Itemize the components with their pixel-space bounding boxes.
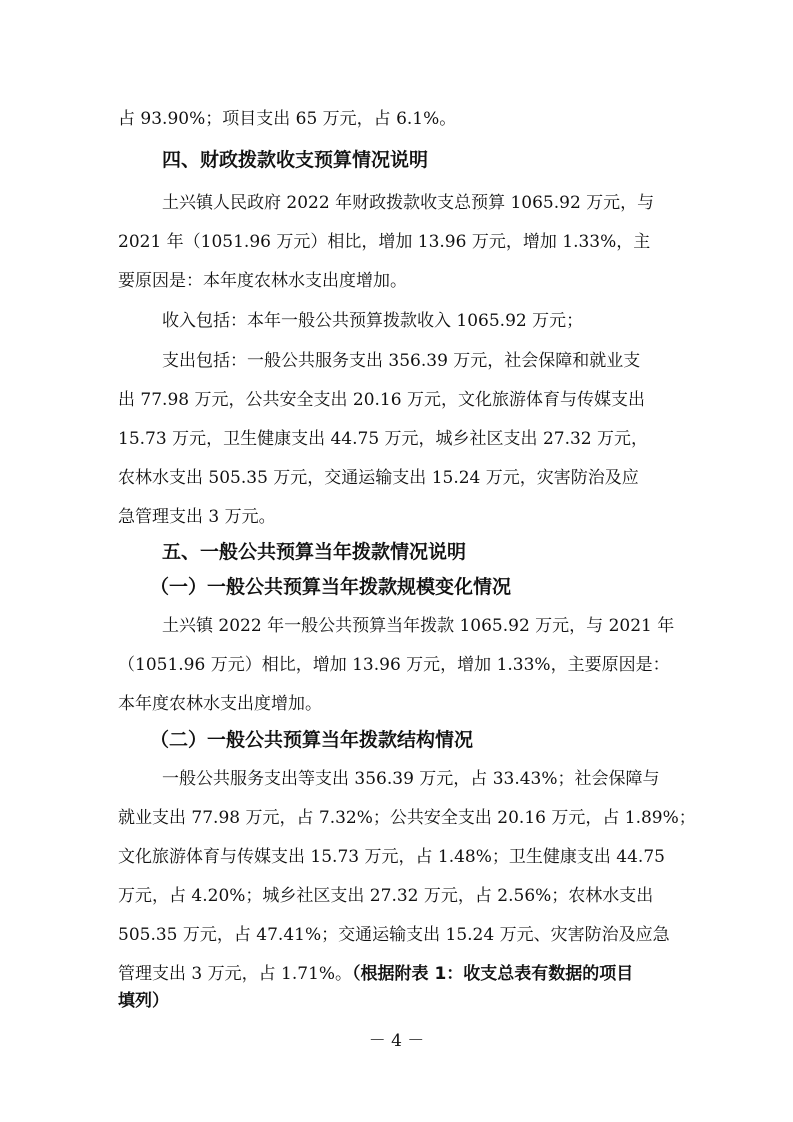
paragraph-line: 支出包括：一般公共服务支出 356.39 万元，社会保障和就业支 (162, 351, 641, 371)
paragraph-line: （1051.96 万元）相比，增加 13.96 万元，增加 1.33%，主要原因是： (118, 655, 670, 675)
paragraph-line: 收入包括：本年一般公共预算拨款收入 1065.92 万元； (162, 311, 584, 331)
paragraph-line: 文化旅游体育与传媒支出 15.73 万元，占 1.48%；卫生健康支出 44.75 (118, 847, 665, 867)
paragraph-line: 2021 年（1051.96 万元）相比，增加 13.96 万元，增加 1.33%，主 (118, 232, 651, 252)
paragraph-line (118, 963, 633, 985)
subsection-heading-1: （一）一般公共预算当年拨款规模变化情况 (150, 576, 512, 598)
section-heading-4: 四、财政拨款收支预算情况说明 (162, 149, 429, 171)
page-number: － 4 － (368, 1031, 425, 1051)
paragraph-line: 本年度农林水支出度增加。 (118, 694, 322, 714)
bold-note-continued: 填列） (118, 991, 169, 1011)
paragraph-line: 土兴镇人民政府 2022 年财政拨款收支总预算 1065.92 万元，与 (162, 193, 655, 213)
paragraph-line: 农林水支出 505.35 万元，交通运输支出 15.24 万元，灾害防治及应 (118, 468, 639, 488)
subsection-heading-2: （二）一般公共预算当年拨款结构情况 (150, 729, 474, 751)
paragraph-line: 出 77.98 万元，公共安全支出 20.16 万元，文化旅游体育与传媒支出 (118, 390, 645, 410)
paragraph-line: 占 93.90%；项目支出 65 万元，占 6.1%。 (118, 109, 457, 129)
paragraph-line: 就业支出 77.98 万元，占 7.32%；公共安全支出 20.16 万元，占 1.89%； (118, 808, 696, 828)
paragraph-text: 管理支出 3 万元，占 1.71%。 (118, 964, 353, 984)
paragraph-line: 要原因是：本年度农林水支出度增加。 (118, 271, 407, 291)
paragraph-line: 505.35 万元，占 47.41%；交通运输支出 15.24 万元、灾害防治及应急 (118, 925, 670, 945)
paragraph-line: 万元，占 4.20%；城乡社区支出 27.32 万元，占 2.56%；农林水支出 (118, 886, 654, 906)
paragraph-line: 一般公共服务支出等支出 356.39 万元，占 33.43%；社会保障与 (162, 769, 660, 789)
paragraph-line: 15.73 万元，卫生健康支出 44.75 万元，城乡社区支出 27.32 万元， (118, 429, 649, 449)
section-heading-5: 五、一般公共预算当年拨款情况说明 (162, 541, 467, 563)
paragraph-line: 土兴镇 2022 年一般公共预算当年拨款 1065.92 万元，与 2021 年 (162, 616, 675, 636)
bold-note: （根据附表 1：收支总表有数据的项目 (352, 964, 634, 984)
paragraph-line: 急管理支出 3 万元。 (118, 507, 276, 527)
